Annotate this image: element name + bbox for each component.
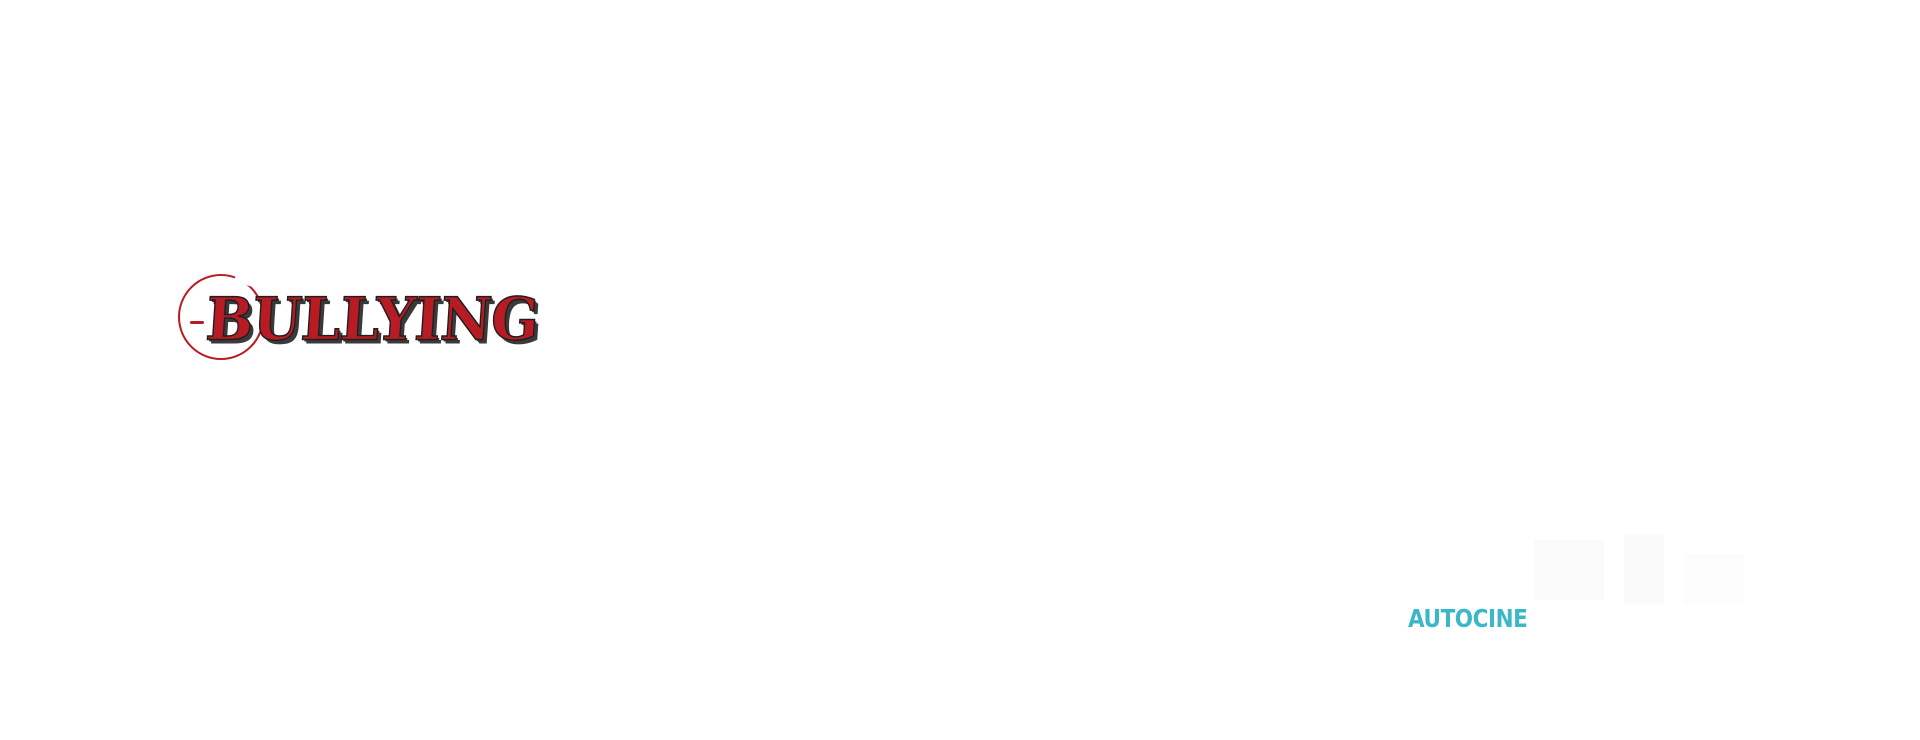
autocine-logo: AUTOCINE <box>1408 604 1528 633</box>
logo-dash <box>190 321 204 324</box>
bullying-logo-text: BULLYING <box>203 284 541 355</box>
faint-background-shape <box>1534 534 1754 614</box>
bullying-logo <box>178 270 544 372</box>
